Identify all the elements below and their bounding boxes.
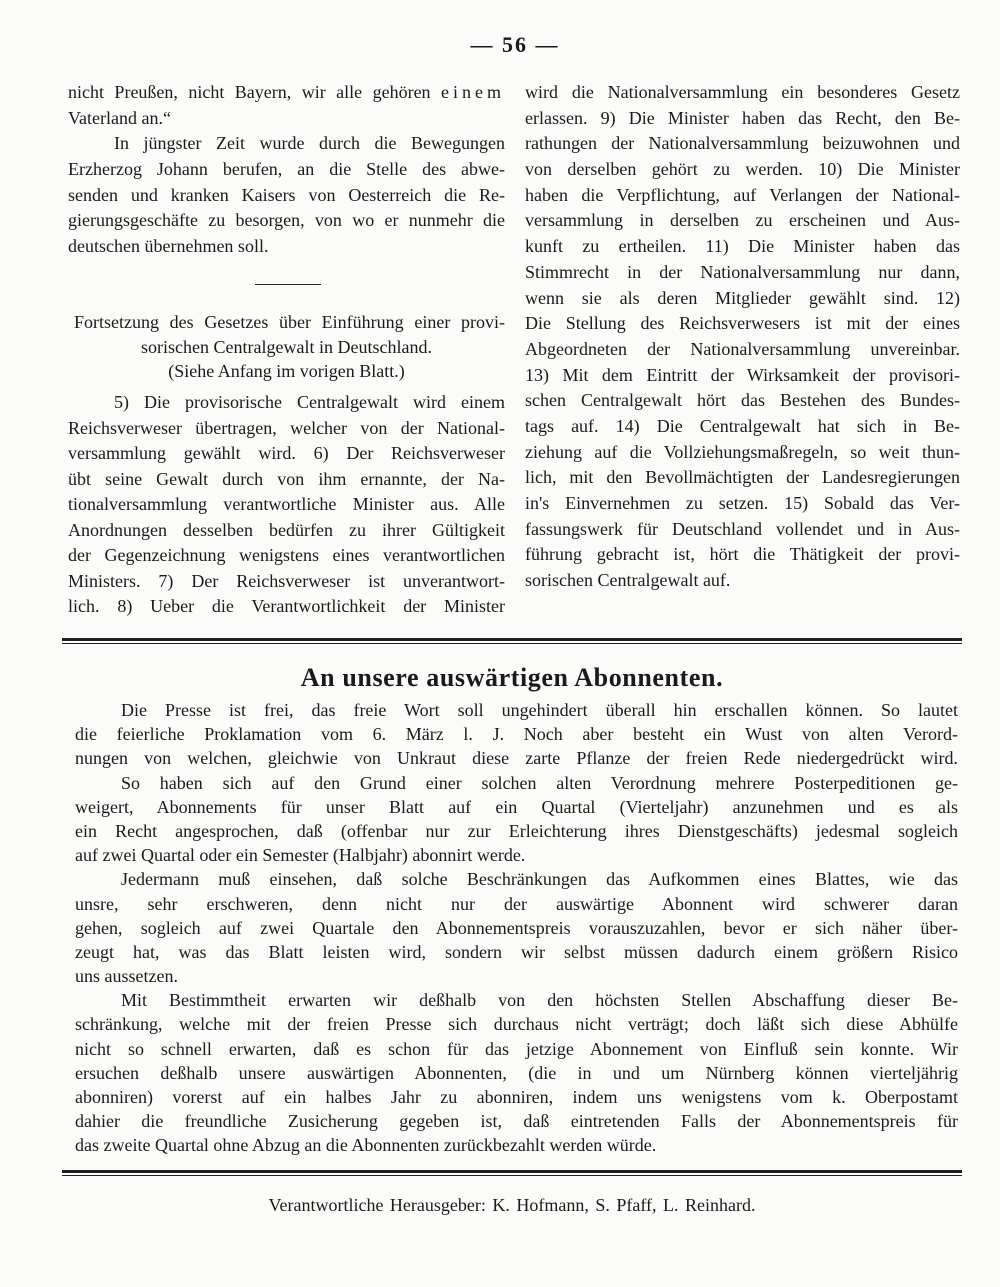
law-text-line: wird die Nationalversammlung ein besonderes Gesetz — [525, 82, 960, 102]
notice-line: Mit Bestimmtheit erwarten wir deßhalb von den höchsten Stellen Abschaffung dieser Be- — [121, 990, 958, 1011]
law-text-line: übt seine Gewalt durch von ihm ernannte, der Na- — [68, 468, 505, 489]
double-rule-divider — [62, 1170, 962, 1176]
law-text-line: fassungswerk für Deutschland vollendet und in Aus- — [525, 518, 960, 539]
law-text-line: sorischen Centralgewalt auf. — [525, 570, 731, 591]
law-text-line: versammlung in derselben zu erscheinen und Aus- — [525, 210, 960, 231]
notice-paragraph — [75, 867, 958, 988]
notice-line: das zweite Quartal ohne Abzug an die Abonnenten zurückbezahlt werden würde. — [75, 1135, 657, 1156]
law-heading-note: (Siehe Anfang im vorigen Blatt.) — [168, 361, 405, 381]
law-text-line: tionalversammlung verantwortliche Minister aus. Alle — [68, 494, 505, 514]
news-line: Erzherzog Johann berufen, an die Stelle des abwe- — [68, 159, 505, 180]
law-text-line: rathungen der Nationalversammlung beizuwohnen und — [525, 133, 960, 154]
law-text-line: schen Centralgewalt hört das Bestehen des Bundes- — [525, 390, 960, 411]
notice-line: nicht so schnell erwarten, daß es schon für das jetzige Abonnement von Einfluß sein konnte. Wir — [75, 1038, 958, 1059]
notice-line: auf zwei Quartal oder ein Semester (Halbjahr) abonnirt werde. — [75, 845, 526, 866]
notice-line: nungen von welchen, gleichwie von Unkraut diese zarte Pflanze der freien Rede niedergedrückt wird. — [75, 748, 958, 769]
left-column-law-text — [68, 390, 505, 620]
emphasized-word: einem — [441, 82, 505, 102]
law-text-line: versammlung gewählt wird. 6) Der Reichsverweser — [68, 443, 505, 463]
news-line: senden und kranken Kaisers von Oesterreich die Re- — [68, 184, 505, 205]
law-text-line: wenn sie als deren Mitglieder gewählt sind. 12) — [525, 287, 960, 308]
notice-line: dahier die freundliche Zusicherung gegeben ist, daß eintretenden Falls der Abonnementspreis für — [75, 1111, 958, 1132]
notice-line: ein Recht angesprochen, daß (offenbar nur zur Erleichterung ihres Dienstgeschäfts) jedesmal sogleich — [75, 820, 958, 841]
law-text-line: Ministers. 7) Der Reichsverweser ist unverantwort- — [68, 570, 505, 591]
law-text-line: haben die Verpflichtung, auf Verlangen der National- — [525, 184, 960, 205]
news-line: gierungsgeschäfte zu besorgen, von wo er nunmehr die — [68, 210, 505, 231]
notice-line: abonniren) vorerst auf ein halbes Jahr zu abonniren, indem uns wenigstens vom k. Oberpostamt — [75, 1087, 958, 1107]
news-line: deutschen übernehmen soll. — [68, 236, 269, 257]
right-column-law-text — [525, 80, 960, 594]
law-text-line: erlassen. 9) Die Minister haben das Recht, den Be- — [525, 107, 960, 128]
law-text-line: 5) Die provisorische Centralgewalt wird einem — [114, 392, 505, 412]
notice-line: Jedermann muß einsehen, daß solche Beschränkungen das Aufkommen eines Blattes, wie das — [121, 869, 958, 890]
notice-title: An unsere auswärtigen Abonnenten. — [300, 663, 724, 692]
law-heading-line: sorischen Centralgewalt in Deutschland. — [141, 336, 432, 357]
law-text-line: Die Stellung des Reichsverwesers ist mit der eines — [525, 313, 960, 334]
law-text-line: lich. 8) Ueber die Verantwortlichkeit der Minister — [68, 596, 505, 616]
law-text-line: ziehung auf die Vollziehungsmaßregeln, so weit thun- — [525, 441, 960, 462]
left-column-top — [68, 80, 505, 260]
notice-line: unsre, sehr erschweren, denn nicht nur der auswärtige Abonnent wird schwerer daran — [75, 893, 958, 914]
double-rule-divider — [62, 638, 962, 644]
news-line: In jüngster Zeit wurde durch die Bewegungen — [114, 133, 505, 154]
page-number: — 56 — — [470, 32, 560, 57]
law-text-line: Abgeordneten der Nationalversammlung unvereinbar. — [525, 338, 960, 359]
notice-line: schränkung, welche mit der freien Presse sich durchaus nicht verträgt; doch läßt sich diese Abhülfe — [75, 1014, 958, 1035]
notice-paragraph — [75, 698, 958, 771]
law-heading-line: Fortsetzung des Gesetzes über Einführung einer provi- — [74, 312, 505, 332]
law-text-line: führung gebracht ist, hört die Thätigkeit der provi- — [525, 544, 960, 565]
section-divider — [255, 284, 321, 285]
notice-line: die feierliche Proklamation vom 6. März l. J. Noch aber besteht ein Wust von alten Verord- — [75, 724, 958, 745]
law-text-line: kunft zu ertheilen. 11) Die Minister haben das — [525, 236, 960, 257]
law-text-line: Anordnungen desselben bedürfen zu ihrer Gültigkeit — [68, 519, 505, 540]
notice-body — [75, 698, 958, 1158]
law-text-line: von derselben gehört zu werden. 10) Die Minister — [525, 159, 960, 180]
notice-line: Die Presse ist frei, das freie Wort soll ungehindert überall hin erschallen können. So lautet — [121, 700, 958, 720]
quote-line-text: nicht Preußen, nicht Bayern, wir alle gehören — [68, 82, 431, 102]
law-text-line: der Gegenzeichnung wenigstens eines verantwortlichen — [68, 545, 505, 565]
law-text-line: lich, mit den Bevollmächtigten der Landesregierungen — [525, 467, 960, 488]
notice-line: gehen, sogleich auf zwei Quartale den Abonnementspreis vorauszuzahlen, bevor er sich näher über- — [75, 917, 958, 938]
notice-line: ersuchen deßhalb unsere auswärtigen Abonnenten, (die in und um Nürnberg können vierteljährig — [75, 1062, 958, 1083]
law-text-line: Stimmrecht in der Nationalversammlung nur dann, — [525, 261, 960, 282]
notice-line: uns aussetzen. — [75, 966, 178, 987]
quote-line — [68, 80, 505, 106]
notice-paragraph — [75, 771, 958, 868]
notice-line: weigert, Abonnements für unser Blatt auf ein Quartal (Vierteljahr) anzunehmen und es als — [75, 796, 958, 817]
notice-paragraph — [75, 988, 958, 1157]
law-text-line: tags auf. 14) Die Centralgewalt hat sich in Be- — [525, 415, 960, 436]
notice-line: zeugt hat, was das Blatt leisten wird, sondern wir selbst müssen dadurch einem größern Risico — [75, 941, 958, 962]
law-heading — [68, 310, 505, 384]
law-text-line: Reichsverweser übertragen, welcher von der National- — [68, 417, 505, 438]
publishers-imprint: Verantwortliche Herausgeber: K. Hofmann, S. Pfaff, L. Reinhard. — [268, 1195, 756, 1215]
law-text-line: 13) Mit dem Eintritt der Wirksamkeit der provisori- — [525, 364, 960, 385]
notice-line: So haben sich auf den Grund einer solchen alten Verordnung mehrere Posterpeditionen ge- — [121, 772, 958, 793]
law-text-line: in's Einvernehmen zu setzen. 15) Sobald das Ver- — [525, 493, 960, 513]
quote-line: Vaterland an.“ — [68, 107, 171, 128]
